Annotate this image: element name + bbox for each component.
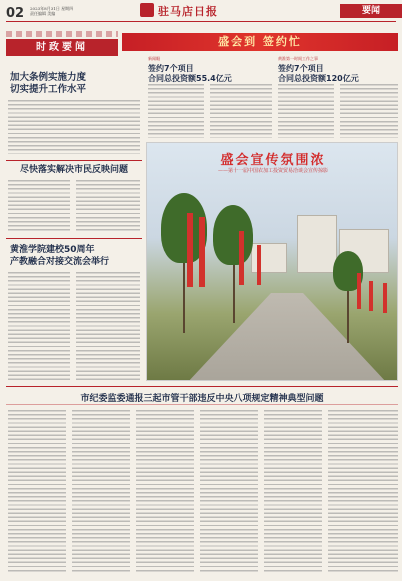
masthead-rule [6,21,396,22]
street-banner-flag [357,273,361,309]
divider [6,160,142,161]
article-2-body-col-2 [76,180,140,232]
bottom-article-body-col-2 [72,410,130,574]
divider [6,386,398,387]
bottom-article-body-col-6 [328,410,398,574]
article-3-body-col-2 [76,272,140,382]
article-b2-title[interactable]: 签约7个项目 合同总投资额120亿元 [278,64,359,83]
special-section-banner: 盛会到 签约忙 [122,33,398,51]
newspaper-name: 驻马店日报 [158,5,218,18]
article-b1-title[interactable]: 签约7个项目 合同总投资额55.4亿元 [148,64,232,83]
article-b1-kicker: 新闻眼 [148,56,160,61]
bottom-article-body-col-3 [136,410,194,574]
article-1 [10,72,120,96]
newspaper-logo-icon [140,3,154,17]
article-1-body [8,100,140,154]
article-b2 [278,56,398,84]
article-b1 [148,56,268,84]
street-banner-flag [239,231,244,285]
bottom-article-body-col-1 [8,410,66,574]
date-line [30,6,100,16]
article-b2-body-col-2 [340,84,398,138]
article-b1-body-col-1 [148,84,204,138]
article-3-body-col-1 [8,272,70,382]
article-b2-body-col-1 [278,84,334,138]
article-b2-kicker: 黄淮第一时间工作之事 [278,56,318,61]
section-tag-decoration [6,31,118,37]
street-banner-flag [187,213,193,287]
section-tag: 时政要闻 [6,39,118,56]
article-3 [10,244,140,268]
article-2-body-col-1 [8,180,70,232]
article-2-title[interactable]: 尽快落实解决市民反映问题 [19,165,128,175]
article-3-title[interactable]: 黄淮学院建校50周年 产教融合对接交流会举行 [10,245,110,267]
bottom-article-title[interactable]: 市纪委监委通报三起市管干部违反中央八项规定精神典型问题 [80,394,324,404]
section-name: 要闻 [340,4,402,18]
article-1-title[interactable]: 加大条例实施力度 切实提升工作水平 [10,72,87,95]
street-banner-flag [199,217,205,287]
street-banner-flag [257,245,261,285]
page-number: 02 [6,6,25,21]
date-line-2: 责任编辑 美编 [30,11,56,16]
bottom-article-body-col-4 [200,410,258,574]
tree [213,205,253,265]
article-b1-body-col-2 [210,84,272,138]
street-banner-flag [369,281,373,311]
article-2 [6,165,142,176]
building [297,215,337,273]
photo-title: 盛会宣传氛围浓 [220,153,326,168]
date-line-1: 2023年8月31日 星期四 [30,6,74,11]
divider [6,404,398,405]
divider [6,238,142,239]
feature-photo [146,142,398,381]
bottom-article-body-col-5 [264,410,322,574]
street-banner-flag [383,283,387,313]
photo-subtitle: ——第十一届中国农加工投资贸易洽谈会宣传掠影 [217,168,328,174]
